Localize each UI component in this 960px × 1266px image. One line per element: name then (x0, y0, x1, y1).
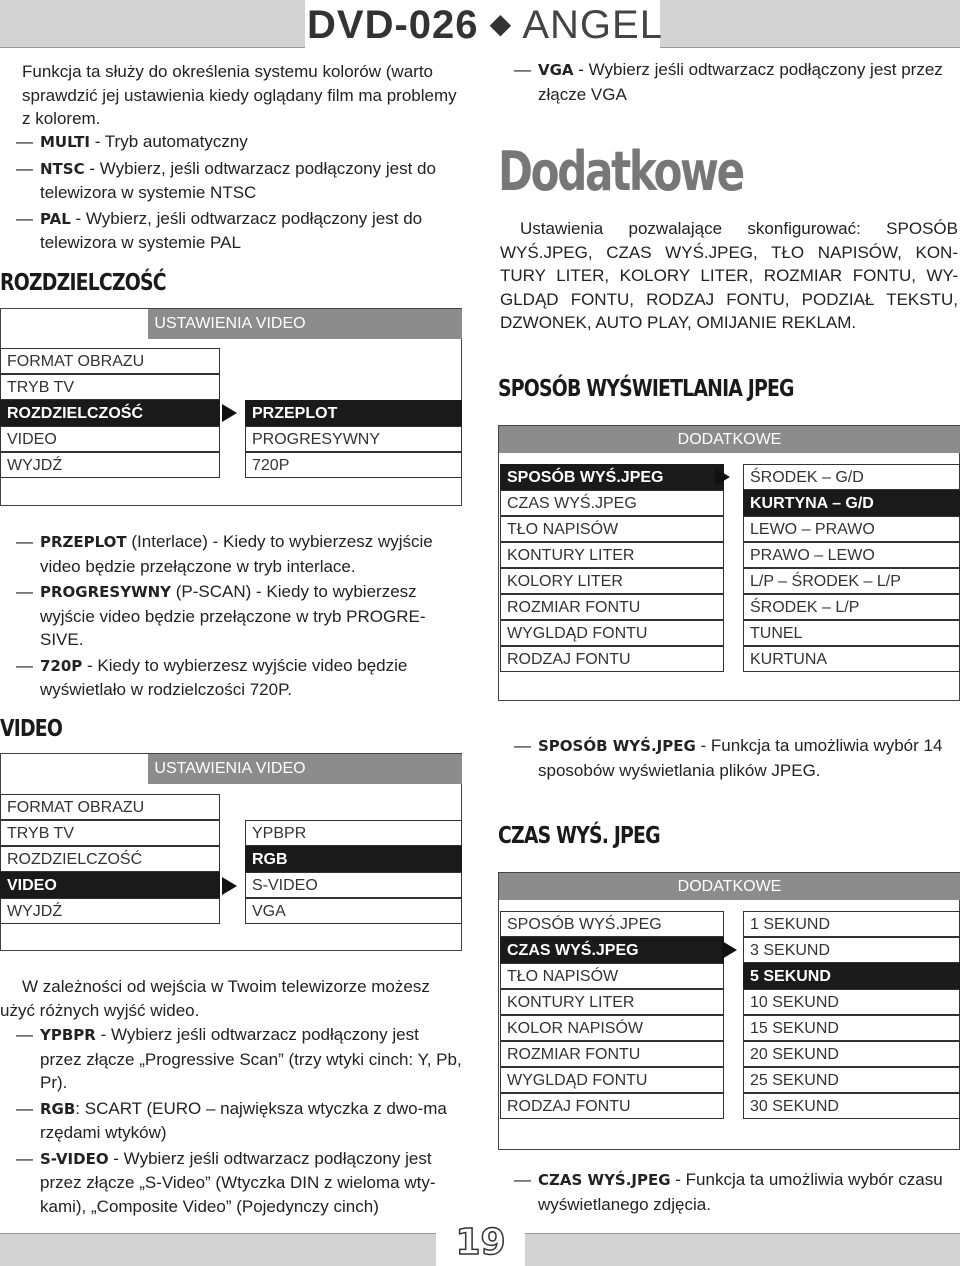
menu-option[interactable]: TUNEL (743, 620, 960, 646)
menu-item[interactable]: TŁO NAPISÓW (500, 963, 724, 989)
menu-option[interactable]: YPBPR (245, 820, 462, 846)
menu-option[interactable]: ŚRODEK – L/P (743, 594, 960, 620)
menu-item[interactable]: WYJDŹ (0, 898, 220, 924)
list-item: — MULTI - Tryb automatyczny (16, 132, 248, 151)
menu-title: DODATKOWE (499, 426, 960, 453)
menu-item[interactable]: TŁO NAPISÓW (500, 516, 724, 542)
arrow-right-icon (715, 468, 730, 486)
vga-item (498, 58, 960, 106)
header-band-right (660, 0, 960, 48)
menu-item[interactable]: ROZDZIELCZOŚĆ (0, 846, 220, 872)
menu-option[interactable]: KURTUNA (743, 646, 960, 672)
menu-item[interactable]: KOLORY LITER (500, 568, 724, 594)
menu-item[interactable]: ROZMIAR FONTU (500, 1041, 724, 1067)
list-item: — S-VIDEO - Wybierz jeśli odtwarzacz podłączony jest przez złącze „S-Video” (Wtyczka DIN z wieloma wty-kami), „Composite Video” (Pojedynczy cinch) (16, 1148, 436, 1216)
menu-option[interactable]: 720P (245, 452, 462, 478)
list-item: — CZAS WYŚ.JPEG - Funkcja ta umożliwia wybór czasu wyświetlanego zdjęcia. (514, 1170, 943, 1214)
model-name: DVD-026 (307, 3, 479, 47)
list-item: — NTSC - Wybierz, jeśli odtwarzacz podłączony jest do telewizora w systemie NTSC (16, 158, 436, 202)
arrow-right-icon (222, 877, 237, 895)
menu-item-selected[interactable]: SPOSÓB WYŚ.JPEG (500, 464, 724, 490)
list-item: — YPBPR - Wybierz jeśli odtwarzacz podłączony jest przez złącze „Progressive Scan” (trzy wtyki cinch: Y, Pb, Pr). (16, 1025, 462, 1092)
menu-option-selected[interactable]: RGB (245, 846, 462, 872)
list-item: — PRZEPLOT (Interlace) - Kiedy to wybierzesz wyjście video będzie przełączone w tryb interlace. (16, 532, 433, 576)
menu-option[interactable]: PROGRESYWNY (245, 426, 462, 452)
menu-item[interactable]: WYGLDĄD FONTU (500, 1067, 724, 1093)
menu-item[interactable]: VIDEO (0, 426, 220, 452)
list-item: — 720P - Kiedy to wybierzesz wyjście video będzie wyświetlało w rodzielczości 720P. (16, 655, 408, 699)
menu-item[interactable]: TRYB TV (0, 374, 220, 400)
arrow-right-icon (222, 404, 237, 422)
list-item: — PROGRESYWNY (P-SCAN) - Kiedy to wybierzesz wyjście video będzie przełączone w tryb PROGRE-SIVE. (16, 582, 426, 649)
menu-option[interactable]: VGA (245, 898, 462, 924)
video-intro: W zależności od wejścia w Twoim telewizorze możesz użyć różnych wyjść wideo. (0, 977, 430, 1020)
menu-item[interactable]: WYGLDĄD FONTU (500, 620, 724, 646)
extra-intro: Ustawienia pozwalające skonfigurować: SPOSÓB WYŚ.JPEG, CZAS WYŚ.JPEG, TŁO NAPISÓW, KON-TURY LITER, KOLORY LITER, ROZMIAR FONTU, WY-GLDĄD FONTU, RODZAJ FONTU, PODZIAŁ TEKSTU, DZWONEK, AUTO PLAY, OMIJANIE REKLAM. (500, 219, 958, 332)
menu-item[interactable]: FORMAT OBRAZU (0, 348, 220, 374)
header-title (300, 2, 670, 48)
menu-option[interactable]: PRAWO – LEWO (743, 542, 960, 568)
brand-name: ANGEL (522, 3, 663, 47)
menu-option[interactable]: 15 SEKUND (743, 1015, 960, 1041)
menu-option-selected[interactable]: KURTYNA – G/D (743, 490, 960, 516)
section-heading-video: VIDEO (0, 716, 63, 742)
section-heading-jpeg-time: CZAS WYŚ. JPEG (498, 823, 660, 849)
list-item: — RGB: SCART (EURO – największa wtyczka z dwo-ma rzędami wtyków) (16, 1098, 447, 1142)
footer-band-left (0, 1233, 436, 1266)
video-list (0, 1023, 462, 1218)
list-item: — SPOSÓB WYŚ.JPEG - Funkcja ta umożliwia wybór 14 sposobów wyświetlania plików JPEG. (514, 736, 943, 780)
menu-option-selected[interactable]: PRZEPLOT (245, 400, 462, 426)
menu-option[interactable]: ŚRODEK – G/D (743, 464, 960, 490)
jpeg-time-item (498, 1168, 960, 1216)
color-intro: Funkcja ta służy do określenia systemu kolorów (warto sprawdzić jej ustawienia kiedy oglądany film ma problemy z kolorem. (22, 62, 457, 128)
menu-option[interactable]: S-VIDEO (245, 872, 462, 898)
menu-option[interactable]: 20 SEKUND (743, 1041, 960, 1067)
page-number: 19 (455, 1222, 506, 1263)
menu-item[interactable]: RODZAJ FONTU (500, 646, 724, 672)
footer-band-right (525, 1233, 960, 1266)
menu-item[interactable]: KOLOR NAPISÓW (500, 1015, 724, 1041)
menu-title: DODATKOWE (499, 873, 960, 900)
menu-item[interactable]: KONTURY LITER (500, 542, 724, 568)
menu-item[interactable]: CZAS WYŚ.JPEG (500, 490, 724, 516)
menu-option[interactable]: 1 SEKUND (743, 911, 960, 937)
menu-option[interactable]: L/P – ŚRODEK – L/P (743, 568, 960, 594)
menu-item[interactable]: WYJDŹ (0, 452, 220, 478)
menu-item[interactable]: FORMAT OBRAZU (0, 794, 220, 820)
menu-item-selected[interactable]: VIDEO (0, 872, 220, 898)
menu-option[interactable]: 10 SEKUND (743, 989, 960, 1015)
menu-option[interactable]: LEWO – PRAWO (743, 516, 960, 542)
list-item: — VGA - Wybierz jeśli odtwarzacz podłączony jest przez złącze VGA (514, 60, 943, 104)
menu-title: USTAWIENIA VIDEO (148, 309, 462, 339)
menu-item[interactable]: ROZMIAR FONTU (500, 594, 724, 620)
menu-item-selected[interactable]: CZAS WYŚ.JPEG (500, 937, 724, 963)
menu-option-selected[interactable]: 5 SEKUND (743, 963, 960, 989)
color-list (0, 130, 462, 255)
menu-item[interactable]: RODZAJ FONTU (500, 1093, 724, 1119)
section-heading-resolution: ROZDZIELCZOŚĆ (0, 270, 166, 296)
section-heading-extra: Dodatkowe (498, 140, 743, 203)
resolution-list (0, 530, 462, 702)
jpeg-mode-item (498, 734, 960, 782)
list-item: — PAL - Wybierz, jeśli odtwarzacz podłączony jest do telewizora w systemie PAL (16, 208, 423, 252)
section-heading-jpeg-mode: SPOSÓB WYŚWIETLANIA JPEG (498, 376, 794, 402)
menu-title: USTAWIENIA VIDEO (148, 754, 462, 784)
header-band-left (0, 0, 305, 48)
menu-item-selected[interactable]: ROZDZIELCZOŚĆ (0, 400, 220, 426)
menu-item[interactable]: KONTURY LITER (500, 989, 724, 1015)
menu-item[interactable]: SPOSÓB WYŚ.JPEG (500, 911, 724, 937)
menu-option[interactable]: 30 SEKUND (743, 1093, 960, 1119)
menu-option[interactable]: 25 SEKUND (743, 1067, 960, 1093)
menu-option[interactable]: 3 SEKUND (743, 937, 960, 963)
arrow-right-icon (722, 941, 737, 959)
diamond-icon: ◆ (489, 8, 512, 39)
menu-item[interactable]: TRYB TV (0, 820, 220, 846)
